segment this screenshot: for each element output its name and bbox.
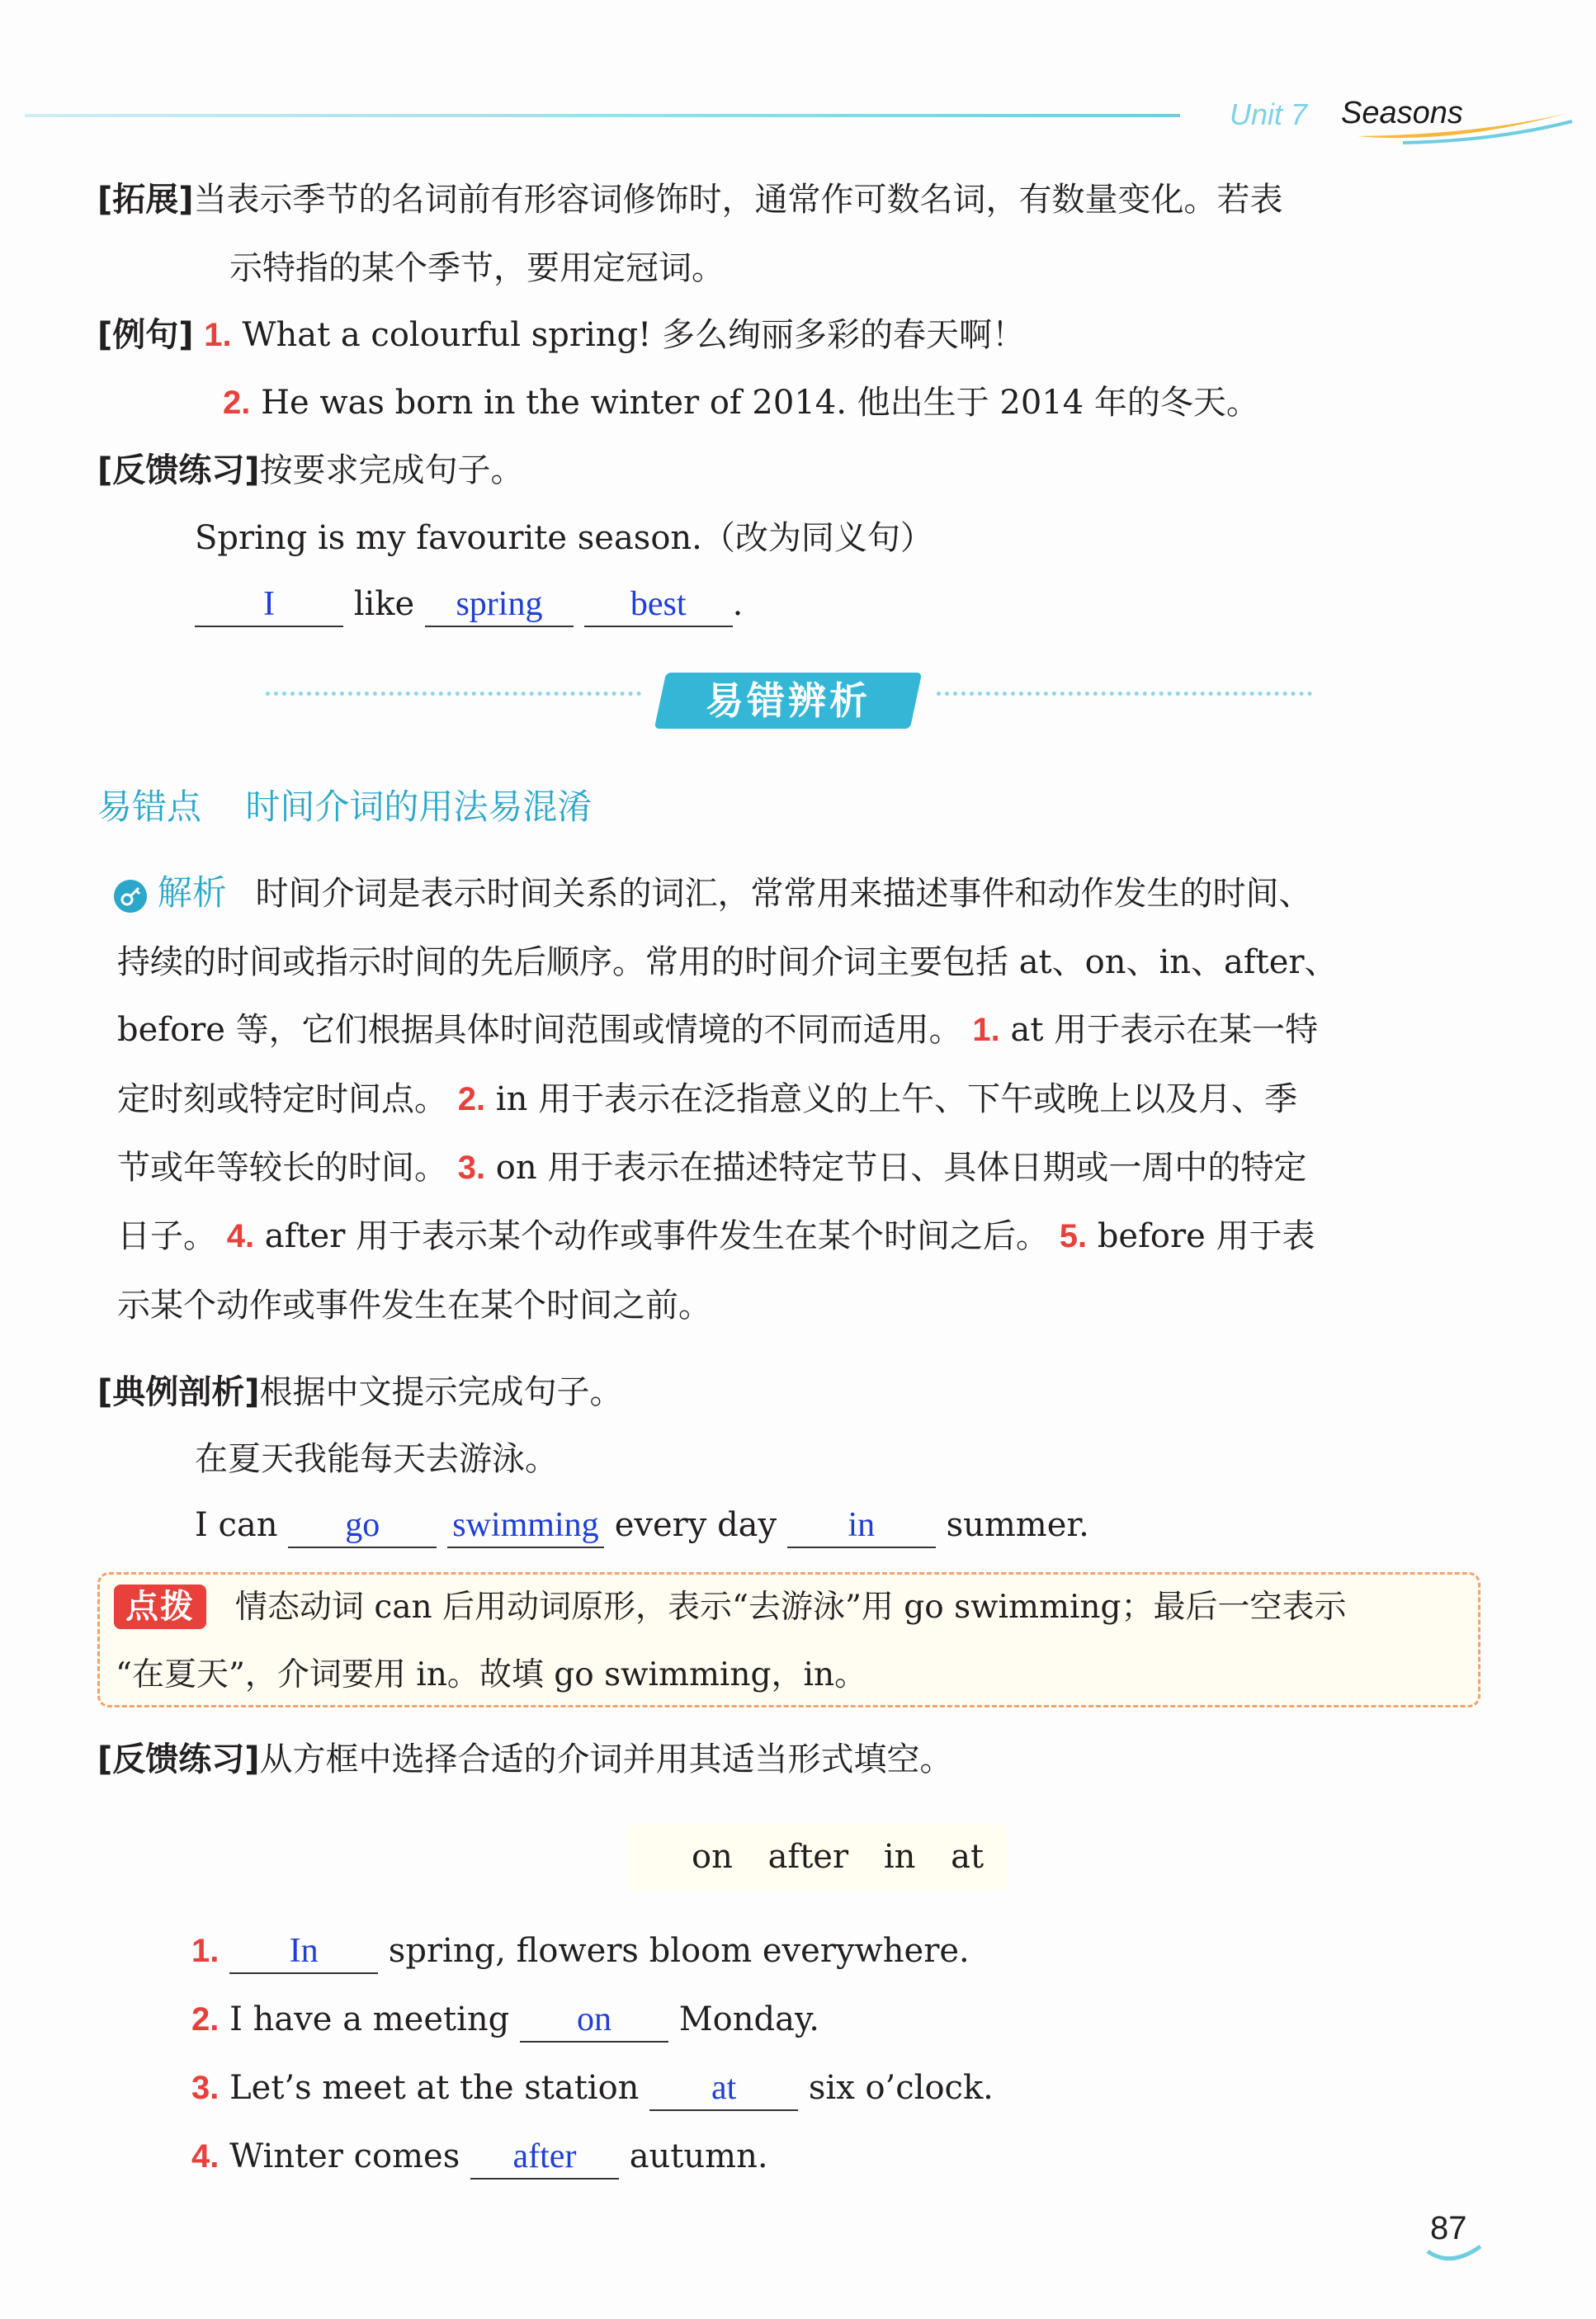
answer-blank[interactable]: on: [520, 1998, 668, 2043]
example-num: 1.: [204, 317, 232, 353]
analysis-text: on 用于表示在描述特定节日、具体日期或一周中的特定: [495, 1149, 1307, 1187]
analysis-line-6: [117, 1202, 1315, 1271]
header-rule: [25, 114, 1180, 117]
feedback2-heading: [97, 1725, 953, 1794]
analysis-line-7: 示某个动作或事件发生在某个时间之前。: [117, 1287, 711, 1325]
answer-blank[interactable]: I: [195, 583, 343, 627]
exercise-text: autumn.: [629, 2137, 768, 2175]
exercise-item-2: [191, 1985, 819, 2054]
extension-line2: 示特指的某个季节，要用定冠词。: [229, 249, 725, 287]
typical-part: every day: [614, 1506, 777, 1544]
extension-line1: [97, 165, 1283, 234]
feedback2-tag: [反馈练习]: [97, 1740, 260, 1778]
option: on: [692, 1838, 733, 1876]
exercise-text: six o’clock.: [808, 2069, 994, 2107]
divider-left: [266, 692, 641, 696]
answer-blank[interactable]: best: [584, 583, 733, 627]
exercise-num: 4.: [191, 2138, 220, 2175]
option: after: [767, 1838, 849, 1876]
feedback1-sentence: Spring is my favourite season.（改为同义句）: [195, 519, 933, 557]
hint-line2: “在夏天”，介词要用 in。故填 go swimming，in。: [116, 1656, 867, 1693]
page-swoosh-icon: [1426, 2243, 1484, 2268]
exercise-item-3: [191, 2053, 994, 2123]
extension-text: 当表示季节的名词前有形容词修饰时，通常作可数名词，有数量变化。若表: [193, 181, 1283, 219]
answer-blank[interactable]: after: [470, 2135, 619, 2180]
exercise-text: spring, flowers bloom everywhere.: [388, 1932, 970, 1970]
feedback1-answer-row: [195, 569, 743, 639]
header-unit: Unit 7: [1230, 97, 1308, 131]
example-row-2: [223, 368, 1259, 437]
analysis-text: 定时刻或特定时间点。: [117, 1080, 447, 1118]
analysis-line-1: [114, 858, 1311, 928]
options-row: [692, 1822, 984, 1892]
swoosh-icon: [1353, 111, 1576, 144]
exercise-text: Monday.: [678, 2000, 819, 2038]
error-point-label: 易错点: [97, 786, 202, 827]
answer-blank[interactable]: spring: [425, 583, 574, 627]
typical-instruction: 根据中文提示完成句子。: [259, 1373, 623, 1411]
option: in: [883, 1838, 916, 1876]
exercise-num: 3.: [191, 2070, 220, 2106]
feedback1-tag: [反馈练习]: [97, 451, 260, 489]
example-num: 2.: [223, 385, 251, 421]
typical-sentence: [195, 1490, 1089, 1560]
period: .: [732, 585, 744, 623]
feedback1-heading: [97, 436, 524, 505]
answer-blank[interactable]: at: [649, 2066, 798, 2111]
analysis-text: before 等，它们根据具体时间范围或情境的不同而适用。: [117, 1011, 962, 1049]
analysis-line-3: [117, 995, 1318, 1065]
feedback2-instruction: 从方框中选择合适的介词并用其适当形式填空。: [259, 1740, 953, 1778]
example-text: He was born in the winter of 2014. 他出生于 2014 年的冬天。: [261, 384, 1259, 422]
banner-title: 易错辨析: [706, 678, 871, 723]
analysis-text: after 用于表示某个动作或事件发生在某个时间之后。: [264, 1217, 1050, 1255]
analysis-num: 4.: [226, 1218, 255, 1254]
analysis-text: in 用于表示在泛指意义的上午、下午或晚上以及月、季: [495, 1080, 1298, 1118]
typical-heading: [97, 1358, 623, 1427]
key-icon: [114, 880, 147, 913]
typical-part: summer.: [946, 1506, 1089, 1544]
word-like: like: [353, 585, 415, 623]
typical-tag: [典例剖析]: [97, 1373, 260, 1411]
example-row-1: [97, 300, 1025, 370]
answer-blank[interactable]: go: [288, 1504, 437, 1548]
divider-right: [937, 692, 1312, 696]
page-number: 87: [1430, 2210, 1467, 2246]
analysis-text: 时间介词是表示时间关系的词汇，常常用来描述事件和动作发生的时间、: [255, 875, 1312, 913]
exercise-text: I have a meeting: [229, 2000, 510, 2038]
analysis-text: at 用于表示在某一特: [1010, 1011, 1319, 1049]
analysis-text: before 用于表: [1097, 1217, 1315, 1255]
header-title: Seasons: [1341, 96, 1463, 130]
examples-tag: [例句]: [97, 316, 194, 354]
exercise-num: 2.: [191, 2001, 220, 2038]
analysis-line-2: 持续的时间或指示时间的先后顺序。常用的时间介词主要包括 at、on、in、after、: [117, 943, 1338, 981]
analysis-num: 3.: [457, 1150, 486, 1186]
exercise-text: Let’s meet at the station: [229, 2069, 640, 2107]
answer-blank[interactable]: in: [787, 1504, 936, 1548]
analysis-text: 日子。: [117, 1217, 216, 1255]
answer-blank[interactable]: swimming: [447, 1504, 604, 1548]
exercise-item-4: [191, 2122, 768, 2191]
option: at: [951, 1838, 985, 1876]
exercise-item-1: [191, 1916, 970, 1986]
example-text: What a colourful spring! 多么绚丽多彩的春天啊！: [242, 316, 1025, 354]
hint-badge: 点拨: [114, 1585, 206, 1629]
analysis-num: 1.: [972, 1012, 1000, 1048]
hint-line1: 情态动词 can 后用动词原形，表示“去游泳”用 go swimming；最后一空表示: [235, 1589, 1347, 1626]
typical-chinese: 在夏天我能每天去游泳。: [195, 1440, 558, 1478]
feedback1-instruction: 按要求完成句子。: [259, 451, 524, 489]
analysis-num: 2.: [457, 1081, 486, 1117]
typical-part: I can: [195, 1506, 278, 1544]
answer-blank[interactable]: In: [229, 1929, 378, 1974]
analysis-line-5: [117, 1133, 1306, 1202]
analysis-num: 5.: [1059, 1218, 1088, 1254]
analysis-label: 解析: [157, 872, 227, 913]
analysis-line-4: [117, 1065, 1297, 1134]
error-point-title: 时间介词的用法易混淆: [245, 786, 593, 827]
error-point-heading: [97, 780, 592, 829]
analysis-text: 节或年等较长的时间。: [117, 1149, 447, 1187]
exercise-text: Winter comes: [229, 2137, 460, 2175]
extension-tag: [拓展]: [97, 181, 194, 219]
exercise-num: 1.: [191, 1933, 220, 1969]
